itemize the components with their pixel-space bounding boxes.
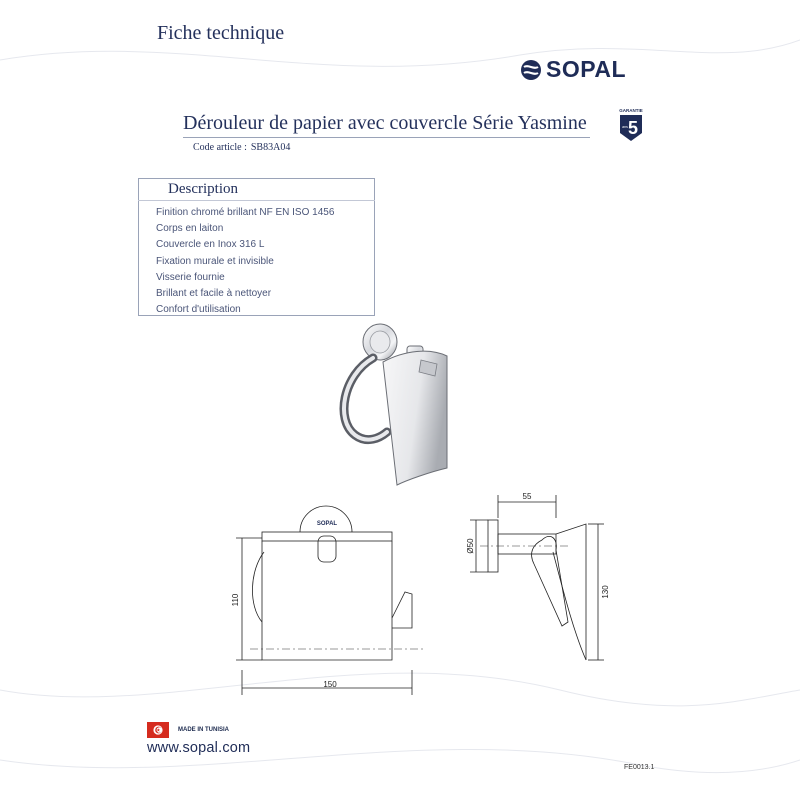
product-code-label: Code article : (193, 142, 247, 153)
dimension-height-label: 110 (231, 593, 240, 607)
description-item: Finition chromé brillant NF EN ISO 1456 (156, 207, 335, 218)
made-in-label: MADE IN TUNISIA (178, 727, 229, 733)
description-item: Confort d'utilisation (156, 304, 241, 316)
product-title: Dérouleur de papier avec couvercle Série Yasmine (183, 112, 587, 134)
drawing-logo-label: SOPAL (316, 521, 338, 527)
description-item: Visserie fournie (156, 271, 225, 283)
warranty-label: GARANTIE (619, 108, 643, 113)
document-reference: FE0013.1 (624, 764, 655, 771)
description-heading: Description (168, 181, 238, 197)
description-item: Corps en laiton (156, 223, 224, 235)
description-item: Brillant et facile à nettoyer (156, 288, 272, 300)
product-code (193, 142, 290, 153)
sopal-logo (520, 56, 626, 83)
product-code-value: SB83A04 (250, 142, 291, 153)
description-item: Fixation murale et invisible (156, 255, 274, 267)
sopal-logo-text: SOPAL (546, 56, 627, 82)
description-divider (138, 200, 375, 201)
warranty-badge (618, 107, 644, 148)
page-title: Fiche technique (157, 22, 285, 44)
warranty-unit: ans (622, 125, 628, 129)
description-item: Couvercle en Inox 316 L (156, 239, 265, 251)
sopal-logo-icon (520, 59, 542, 81)
website-link[interactable]: www.sopal.com (147, 740, 251, 756)
warranty-years: 5 (627, 118, 639, 138)
dimension-depth-label: 55 (522, 492, 532, 501)
product-photo (325, 320, 485, 495)
tunisia-flag-icon (147, 722, 169, 738)
dimension-width-label: 150 (323, 680, 337, 689)
front-view-drawing (220, 500, 430, 700)
dimension-total-height-label: 130 (601, 585, 610, 599)
dimension-diameter-label: Ø50 (466, 538, 475, 554)
title-divider (183, 137, 590, 138)
description-list (156, 205, 334, 318)
side-view-drawing (458, 490, 623, 670)
